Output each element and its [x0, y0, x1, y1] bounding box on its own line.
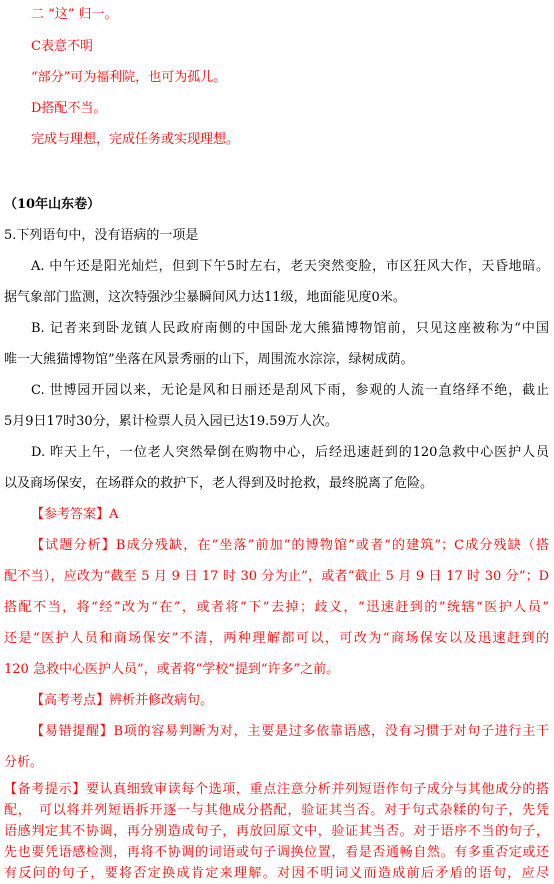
question-stem: 5.下列语句中，没有语病的一项是	[4, 228, 199, 243]
analysis-line-2: 配不当），应改为“截至 5 月 9 日 17 时 30 分为止”，或者“截止 5 月 9 日 17 时 30 分”；D	[4, 569, 549, 584]
option-c-line-2: 5月9日17时30分，累计检票人员入园已达19.59万人次。	[4, 414, 338, 429]
option-d-line-1: D. 昨天上午，一位老人突然晕倒在购物中心，后经迅速赶到的120急救中心医护人员	[31, 445, 549, 460]
option-b-line-2: 唯一大熊猫博物馆”坐落在风景秀丽的山下，周围流水淙淙，绿树成荫。	[4, 352, 414, 367]
warning-line-1: 【易错提醒】B项的容易判断为对，主要是过多依靠语感，没有习惯于对句子进行主干	[31, 724, 549, 739]
analysis-line-5: 120 急救中心医护人员”，或者将“学校”提到“许多”之前。	[4, 662, 340, 677]
option-c-line-1: C. 世博园开园以来，无论是风和日丽还是刮风下雨，参观的人流一直络绎不绝，截止	[31, 383, 549, 398]
tips-line-4: 先也要凭语感检测，再将不协调的词语或句子调换位置，看是否通畅自然。有多重否定或还	[4, 845, 549, 860]
reference-answer: 【参考答案】A	[31, 507, 119, 522]
top-line-3: “部分”可为福利院，也可为孤儿。	[31, 70, 227, 85]
top-line-2: C表意不明	[31, 39, 93, 54]
top-line-1: 二 “这” 归一。	[31, 7, 118, 22]
tips-line-1: 【备考提示】要认真细致审读每个选项，重点注意分析并列短语作句子成分与其他成分的搭	[4, 782, 549, 797]
option-a-line-1: A. 中午还是阳光灿烂，但到下午5时左右，老天突然变脸，市区狂风大作，天昏地暗。	[31, 259, 549, 274]
tips-line-5: 有反问的句子，要将否定换成肯定来理解。对因不明词义而造成前后矛盾的语句，应尽	[4, 866, 549, 881]
option-b-line-1: B. 记者来到卧龙镇人民政府南侧的中国卧龙大熊猫博物馆前，只见这座被称为“中国	[31, 321, 549, 336]
option-d-line-2: 以及商场保安，在场群众的救护下，老人得到及时抢救，最终脱离了危险。	[4, 476, 434, 491]
analysis-line-3: 搭配不当，将“经”改为“在”，或者将“下”去掉；歧义，“迅速赶到的”统辖“医护人员”	[4, 600, 549, 615]
top-line-4: D搭配不当。	[31, 101, 107, 116]
exam-source: （10年山东卷）	[4, 197, 101, 212]
analysis-line-4: 还是“医护人员和商场保安”不清，两种理解都可以，可改为“商场保安以及迅速赶到的	[4, 631, 549, 646]
warning-line-2: 分析。	[4, 755, 44, 770]
analysis-line-1: 【试题分析】B成分残缺，在“坐落”前加“的博物馆”或者“的建筑”；C成分残缺（搭	[31, 538, 549, 553]
exam-point: 【高考考点】辨析并修改病句。	[31, 693, 214, 708]
tips-line-3: 语感判定其不协调，再分别造成句子，再放回原文中，验证其当否。对于语序不当的句子，	[4, 824, 549, 839]
option-a-line-2: 据气象部门监测，这次特强沙尘暴瞬间风力达11级，地面能见度0米。	[4, 290, 406, 305]
top-line-5: 完成与理想，完成任务或实现理想。	[31, 132, 240, 147]
tips-line-2: 配， 可以将并列短语拆开逐一与其他成分搭配，验证其当否。对于句式杂糅的句子，先凭	[4, 803, 549, 818]
